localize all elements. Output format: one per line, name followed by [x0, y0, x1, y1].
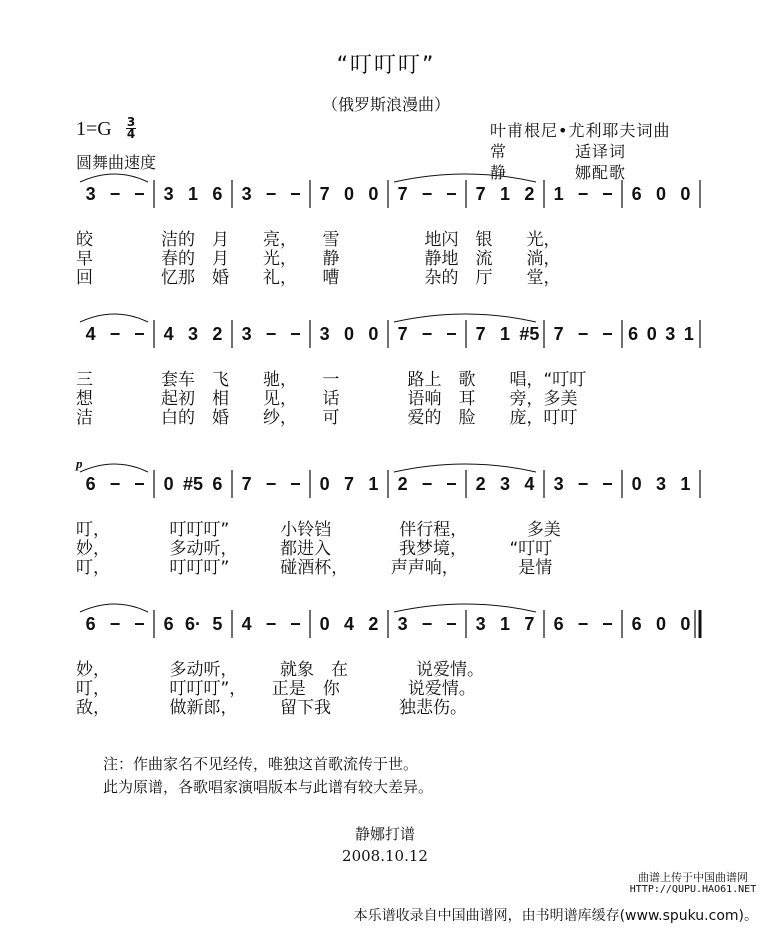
note: −	[134, 324, 145, 344]
note: 3	[397, 614, 408, 634]
lyric-line: 三 套车 飞 驰， 一 路上 歌 唱，“叮叮	[76, 370, 587, 390]
note: −	[602, 614, 613, 634]
note: −	[265, 614, 277, 634]
note: 4	[524, 474, 535, 494]
note: 2	[475, 474, 486, 494]
footnote-line-1: 注：作曲家名不见经传，唯独这首歌流传于世。	[103, 755, 419, 773]
lyric-line: 洁 白的 婚 纱， 可 爱的 脸 庞，叮叮	[76, 408, 578, 428]
note: 6	[212, 474, 223, 494]
tie-arc	[394, 314, 536, 322]
note: 1	[553, 184, 564, 204]
tie-arc	[394, 174, 536, 182]
song-title: “叮叮叮”	[336, 53, 436, 78]
note: −	[446, 474, 457, 494]
note: 7	[241, 474, 252, 494]
note: 3	[241, 184, 252, 204]
note: 3	[163, 184, 174, 204]
note: 0	[319, 474, 330, 494]
note: 0	[343, 324, 355, 344]
key-signature: 1=G	[76, 118, 112, 140]
note: 6	[163, 614, 174, 634]
note: −	[421, 614, 433, 634]
note: −	[265, 474, 277, 494]
lyric-line: 妙， 多动听， 都进入 我梦境， “叮叮	[76, 539, 553, 559]
note: 0	[319, 614, 330, 634]
note: −	[109, 184, 121, 204]
note: −	[577, 614, 589, 634]
footer-source: 本乐谱收录自中国曲谱网，由书明谱库缓存(www.spuku.com)。	[353, 908, 758, 924]
note: −	[602, 474, 613, 494]
note: −	[577, 184, 589, 204]
note: 3	[187, 324, 199, 344]
note: −	[134, 614, 145, 634]
note: 3	[499, 474, 511, 494]
note: 2	[524, 184, 535, 204]
note: −	[290, 324, 301, 344]
note: 2	[212, 324, 223, 344]
note: −	[577, 324, 589, 344]
note: 7	[524, 614, 535, 634]
note: 0	[163, 474, 174, 494]
note: 6	[628, 324, 639, 344]
note: 6	[631, 614, 642, 634]
note: 1	[499, 614, 511, 634]
note: 0	[655, 184, 667, 204]
slur-arc	[80, 174, 148, 182]
credit-composer: 叶甫根尼•尤利耶夫词曲	[490, 121, 671, 140]
note: 2	[397, 474, 408, 494]
note: −	[134, 184, 145, 204]
note: 1	[187, 184, 199, 204]
typist-date: 2008.10.12	[342, 847, 428, 865]
note: 0	[646, 324, 657, 344]
note: 7	[475, 184, 486, 204]
note: −	[134, 474, 145, 494]
lyric-line: 叮， 叮叮叮”， 正是 你 说爱情。	[76, 679, 476, 699]
note: −	[446, 324, 457, 344]
note: #5	[519, 324, 540, 344]
note: 4	[163, 324, 174, 344]
note: −	[109, 324, 121, 344]
note: 7	[397, 184, 408, 204]
watermark-line-2: HTTP://QUPU.HAO61.NET	[629, 884, 757, 895]
note: 6	[85, 614, 96, 634]
note: 1	[680, 474, 691, 494]
note: −	[602, 184, 613, 204]
note: −	[109, 474, 121, 494]
note: 0	[680, 184, 691, 204]
lyric-line: 回 忆那 婚 礼， 嘈 杂的 厅 堂，	[76, 268, 561, 288]
dynamic-mark: p	[76, 456, 83, 471]
note: 3	[85, 184, 96, 204]
slur-arc	[80, 464, 148, 472]
time-signature-top: 3	[126, 115, 136, 129]
tie-arc	[394, 604, 536, 612]
note: −	[290, 184, 301, 204]
note: 7	[319, 184, 330, 204]
credit-arranger: 静 娜配歌	[490, 163, 627, 182]
lyric-line: 想 起初 相 见， 话 语响 耳 旁，多美	[76, 389, 578, 409]
note: 1	[499, 324, 511, 344]
note: 3	[553, 474, 564, 494]
note: 4	[343, 614, 355, 634]
note: 7	[553, 324, 564, 344]
note: 1	[499, 184, 511, 204]
time-signature-bottom: 4	[126, 127, 136, 141]
slur-arc	[80, 314, 148, 322]
note: −	[577, 474, 589, 494]
note: −	[109, 614, 121, 634]
note: 7	[475, 324, 486, 344]
note: 7	[397, 324, 408, 344]
watermark-line-1: 曲谱上传于中国曲谱网	[638, 871, 748, 884]
note: −	[265, 324, 277, 344]
tie-arc	[394, 464, 536, 472]
slur-arc	[80, 604, 148, 612]
note: 6	[212, 184, 223, 204]
lyric-line: 妙， 多动听， 就象 在 说爱情。	[76, 660, 484, 680]
note: 3	[475, 614, 486, 634]
note: 0	[368, 184, 379, 204]
note: 0	[368, 324, 379, 344]
lyric-line: 敌， 做新郎， 留下我 独悲伤。	[76, 698, 467, 718]
note: 4	[85, 324, 96, 344]
note: −	[602, 324, 613, 344]
note: 1	[368, 474, 379, 494]
note: 0	[343, 184, 355, 204]
note: 0	[680, 614, 691, 634]
note: 5	[212, 614, 223, 634]
note: 7	[343, 474, 355, 494]
song-subtitle: （俄罗斯浪漫曲）	[321, 95, 450, 114]
note: 6	[631, 184, 642, 204]
note: 0	[631, 474, 642, 494]
footnote-line-2: 此为原谱，各歌唱家演唱版本与此谱有较大差异。	[103, 778, 434, 796]
note: −	[421, 324, 433, 344]
note: 3	[665, 324, 676, 344]
note: 3	[319, 324, 330, 344]
note: 6	[553, 614, 564, 634]
credit-translator: 常 适译词	[490, 142, 627, 161]
note: 2	[368, 614, 379, 634]
lyric-line: 叮， 叮叮叮” 小铃铛 伴行程， 多美	[76, 520, 561, 540]
note: −	[421, 474, 433, 494]
note: 6·	[184, 614, 202, 634]
note: −	[290, 614, 301, 634]
note: 3	[241, 324, 252, 344]
note: 3	[655, 474, 667, 494]
note: 4	[241, 614, 252, 634]
note: −	[265, 184, 277, 204]
note: 1	[683, 324, 694, 344]
note: #5	[182, 474, 204, 494]
note: −	[446, 184, 457, 204]
lyric-line: 早 春的 月 光， 静 静地 流 淌，	[76, 249, 561, 269]
note: −	[446, 614, 457, 634]
note: 0	[655, 614, 667, 634]
note: −	[421, 184, 433, 204]
note: 6	[85, 474, 96, 494]
typist-name: 静娜打谱	[354, 825, 415, 843]
note: −	[290, 474, 301, 494]
lyric-line: 皎 洁的 月 亮， 雪 地闪 银 光，	[76, 230, 561, 250]
tempo-marking: 圆舞曲速度	[76, 153, 157, 172]
lyric-line: 叮， 叮叮叮” 碰酒杯， 声声响， 是情	[76, 558, 553, 578]
